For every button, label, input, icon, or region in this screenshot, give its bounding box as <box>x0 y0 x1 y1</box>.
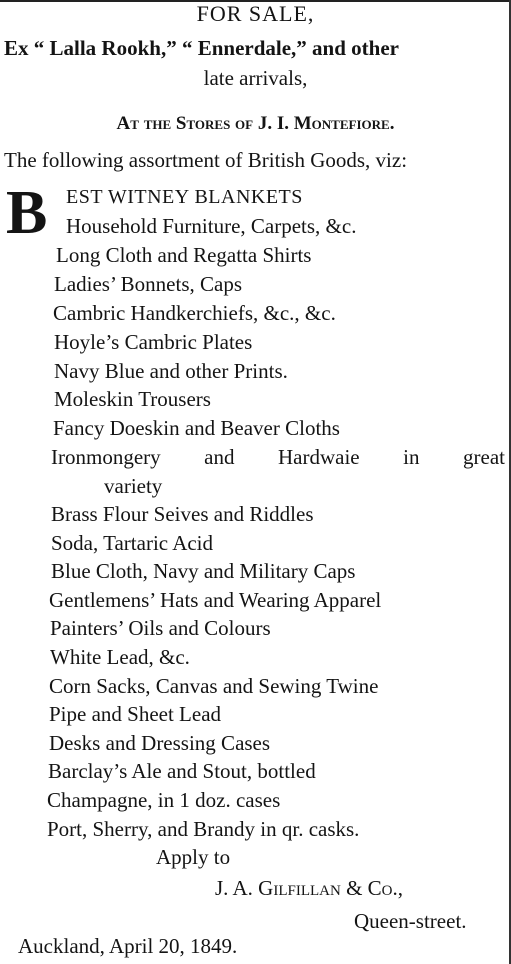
ironmongery-continuation: variety <box>104 474 163 498</box>
ironmongery-word: great <box>463 445 505 469</box>
goods-item: Pipe and Sheet Lead <box>49 702 222 726</box>
ironmongery-line <box>51 444 505 470</box>
goods-item: Brass Flour Seives and Riddles <box>51 502 314 526</box>
goods-item: Long Cloth and Regatta Shirts <box>56 243 312 267</box>
goods-item: Gentlemens’ Hats and Wearing Apparel <box>49 588 382 612</box>
goods-item: Moleskin Trousers <box>54 387 211 411</box>
goods-item: Desks and Dressing Cases <box>49 731 271 755</box>
goods-item: Cambric Handkerchiefs, &c., &c. <box>53 301 336 325</box>
agent-name: J. A. Gilfillan & Co., <box>215 876 404 900</box>
intro-line: The following assortment of British Goods, viz: <box>4 148 408 172</box>
ironmongery-word: in <box>403 445 420 469</box>
goods-item: Painters’ Oils and Colours <box>50 616 271 640</box>
goods-item: Navy Blue and other Prints. <box>54 359 288 383</box>
ad-subtitle-line2: late arrivals, <box>203 66 308 90</box>
goods-item: Household Furniture, Carpets, &c. <box>66 214 357 238</box>
goods-item: Port, Sherry, and Brandy in qr. casks. <box>47 817 360 841</box>
ad-subtitle-line1: Ex “ Lalla Rookh,” “ Ennerdale,” and other <box>4 36 399 60</box>
dateline: Auckland, April 20, 1849. <box>18 934 238 958</box>
stores-line: At the Stores of J. I. Montefiore. <box>116 113 395 134</box>
ironmongery-word: Hardwaie <box>278 445 360 469</box>
goods-item: Corn Sacks, Canvas and Sewing Twine <box>49 674 379 698</box>
apply-to: Apply to <box>156 845 231 869</box>
goods-item: Fancy Doeskin and Beaver Cloths <box>53 416 340 440</box>
goods-item: Blue Cloth, Navy and Military Caps <box>51 559 356 583</box>
goods-item: Barclay’s Ale and Stout, bottled <box>48 759 316 783</box>
ironmongery-word: Ironmongery <box>51 445 161 469</box>
goods-item: Champagne, in 1 doz. cases <box>47 788 281 812</box>
goods-item: Ladies’ Bonnets, Caps <box>54 272 242 296</box>
agent-street: Queen-street. <box>354 909 467 933</box>
goods-item: Soda, Tartaric Acid <box>51 531 214 555</box>
ad-title: FOR SALE, <box>196 1 315 26</box>
drop-cap-letter: B <box>6 179 48 247</box>
ironmongery-word: and <box>204 445 235 469</box>
first-item-after-drop-cap: EST WITNEY BLANKETS <box>66 186 303 208</box>
goods-item: White Lead, &c. <box>50 645 190 669</box>
goods-item: Hoyle’s Cambric Plates <box>54 330 253 354</box>
